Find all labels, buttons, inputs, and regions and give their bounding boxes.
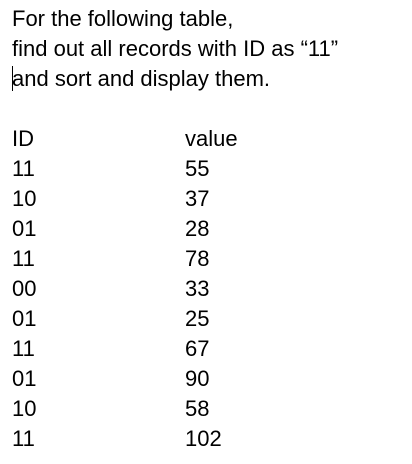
cell-id: 01 xyxy=(12,366,37,391)
cell-id: 11 xyxy=(12,246,35,271)
table-row xyxy=(12,214,408,244)
cell-id: 01 xyxy=(12,216,37,241)
table-header-row xyxy=(12,124,408,154)
table-row xyxy=(12,424,408,454)
cell-id: 10 xyxy=(12,396,37,421)
cell-value: 33 xyxy=(185,276,210,301)
cell-id: 01 xyxy=(12,306,37,331)
cell-value: 55 xyxy=(185,156,210,181)
cell-id: 11 xyxy=(12,336,35,361)
table-row xyxy=(12,304,408,334)
table-row xyxy=(12,274,408,304)
cell-value: 58 xyxy=(185,396,210,421)
blank-line xyxy=(12,94,408,124)
table-row xyxy=(12,154,408,184)
instruction-line-3 xyxy=(12,64,408,94)
header-id: ID xyxy=(12,126,34,151)
header-value: value xyxy=(185,126,238,151)
table-row xyxy=(12,334,408,364)
cell-value: 25 xyxy=(185,306,210,331)
table-row xyxy=(12,184,408,214)
cell-value: 28 xyxy=(185,216,210,241)
cell-id: 00 xyxy=(12,276,37,301)
table-row xyxy=(12,364,408,394)
document[interactable] xyxy=(12,4,408,454)
cell-id: 10 xyxy=(12,186,37,211)
cell-id: 11 xyxy=(12,156,35,181)
instruction-line-2: find out all records with ID as “11” xyxy=(12,36,339,61)
cell-value: 78 xyxy=(185,246,210,271)
cell-value: 67 xyxy=(185,336,210,361)
instruction-line-1: For the following table, xyxy=(12,6,234,31)
cell-value: 102 xyxy=(185,426,222,451)
cell-value: 90 xyxy=(185,366,210,391)
table-row xyxy=(12,244,408,274)
instruction-line-3-text: and sort and display them. xyxy=(12,66,271,91)
cell-id: 11 xyxy=(12,426,35,451)
table-row xyxy=(12,394,408,424)
cell-value: 37 xyxy=(185,186,210,211)
